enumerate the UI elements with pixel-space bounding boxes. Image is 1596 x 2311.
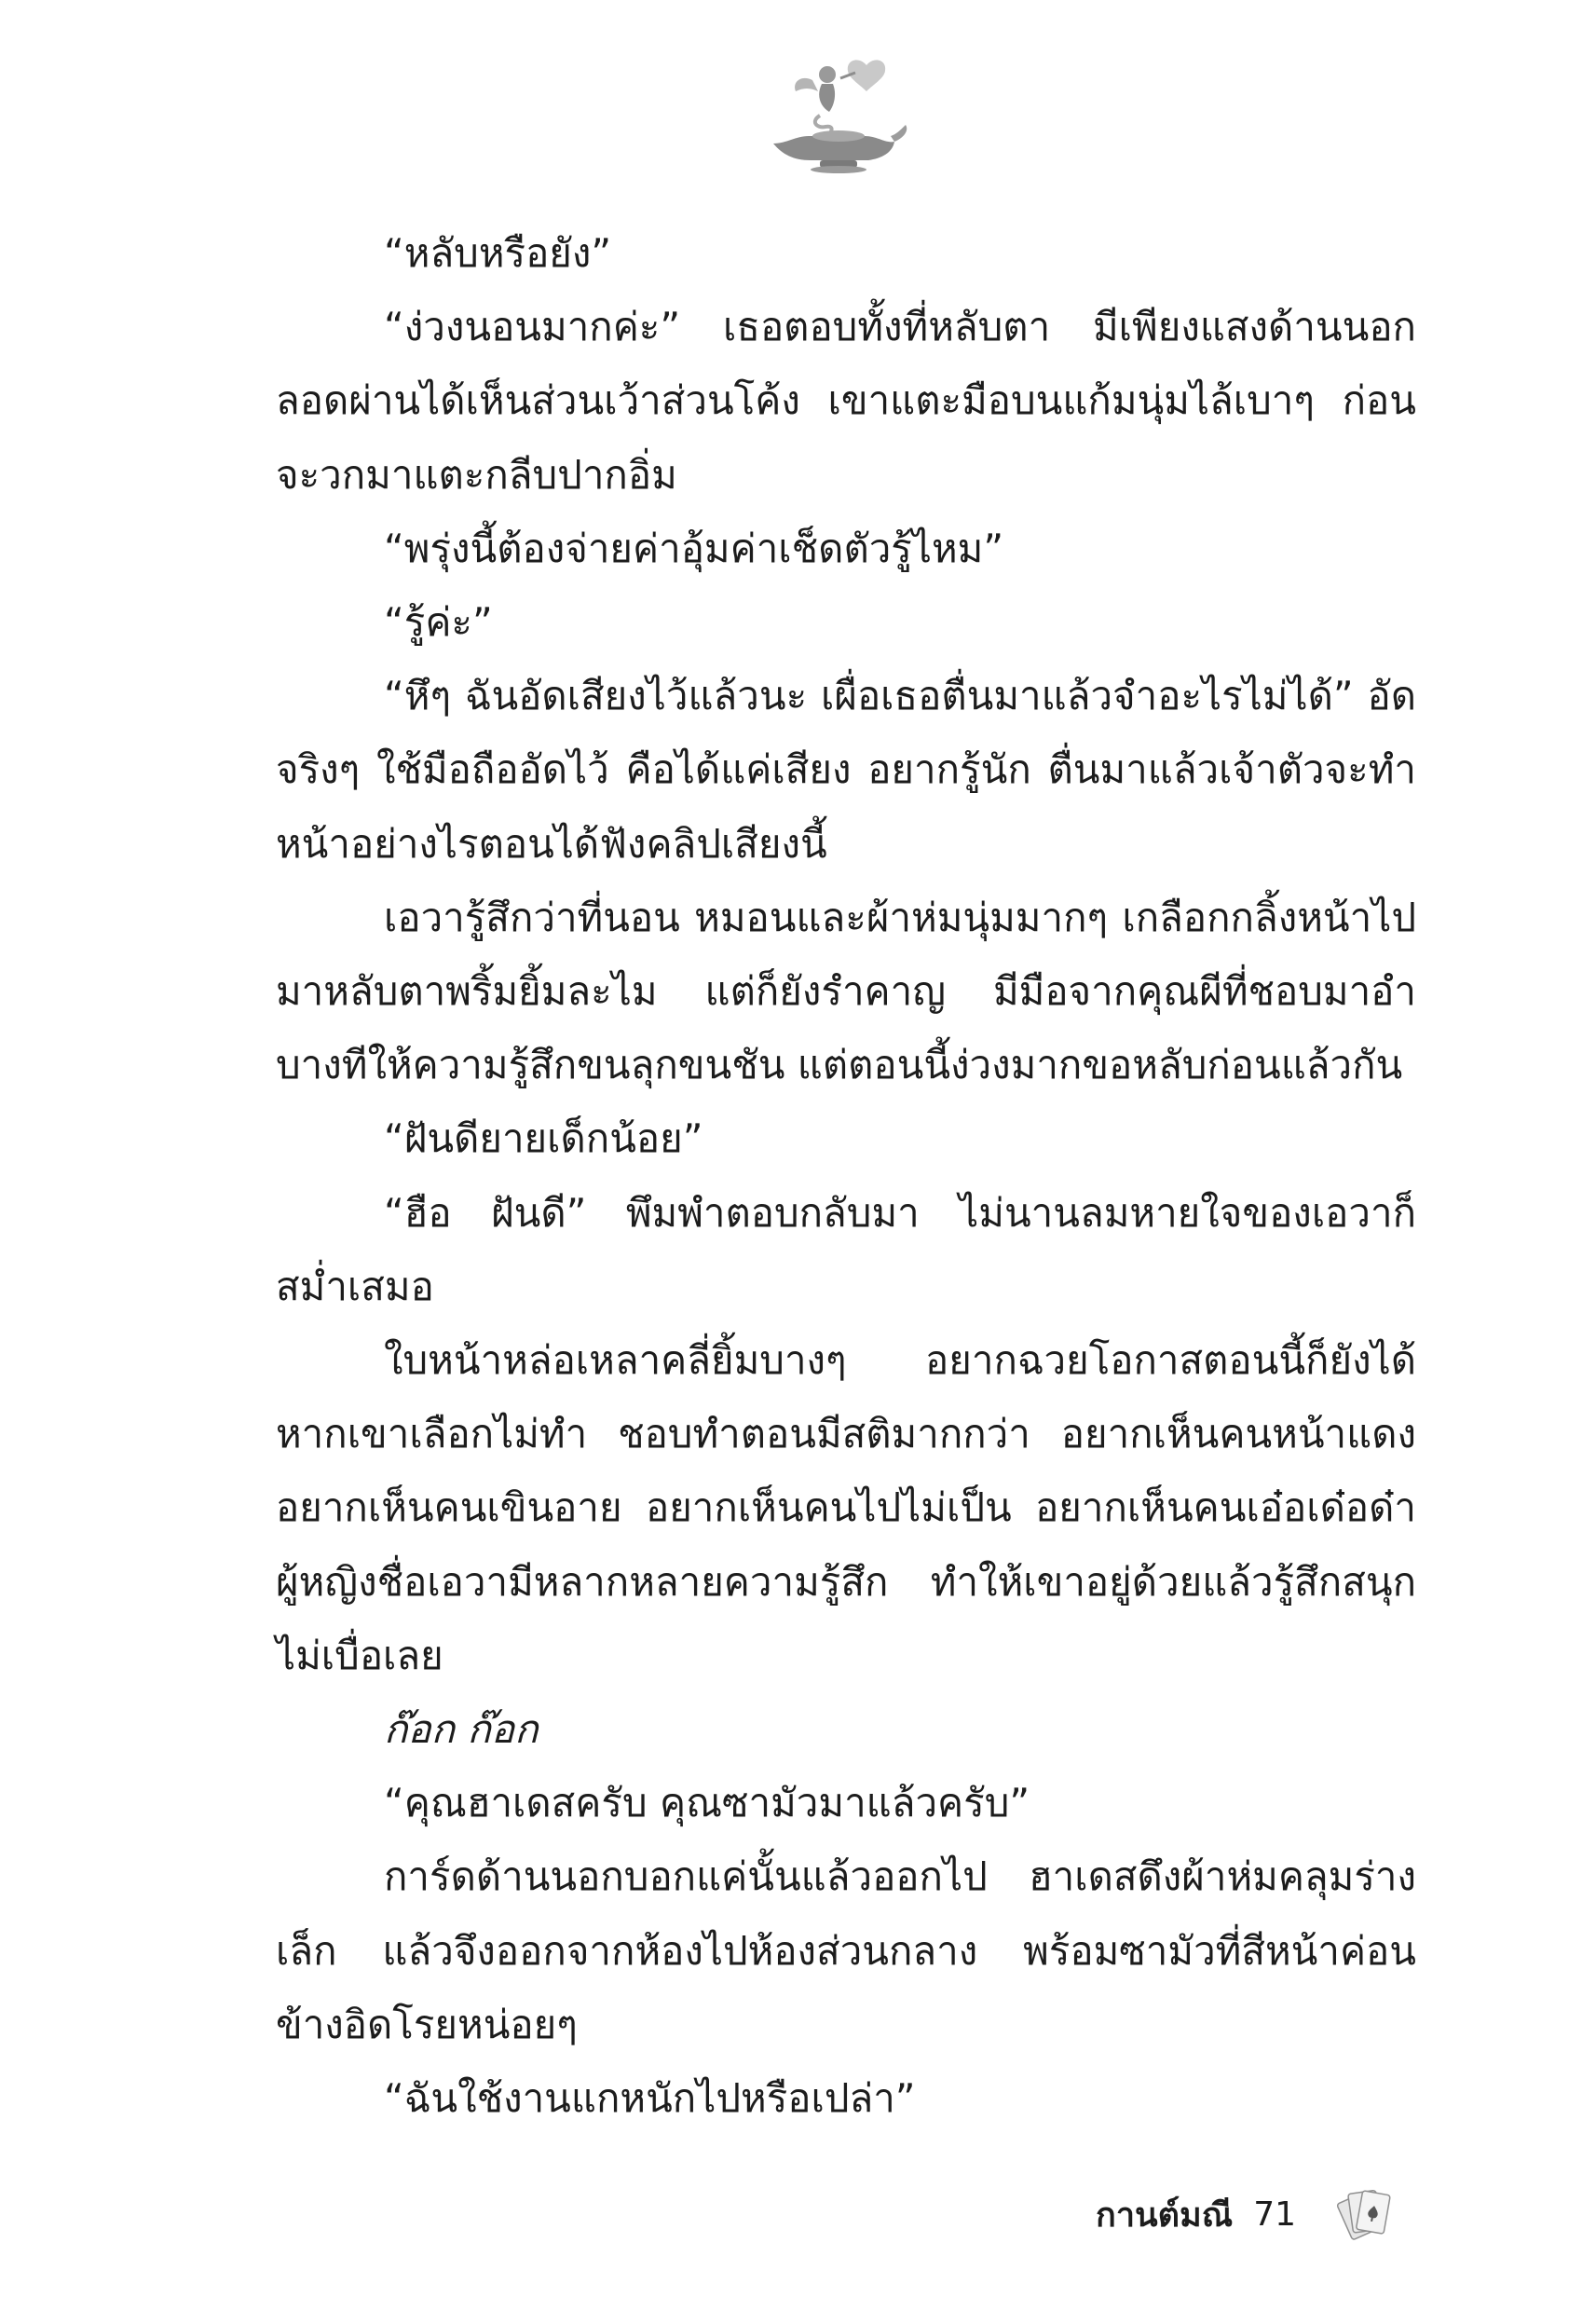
paragraph: ก๊อก ก๊อก bbox=[384, 1706, 539, 1753]
paragraph: “คุณฮาเดสครับ คุณซามัวมาแล้วครับ” bbox=[384, 1780, 1030, 1826]
lamp-ornament-icon bbox=[755, 54, 913, 175]
body-text bbox=[276, 216, 1416, 2135]
paragraph: “หลับหรือยัง” bbox=[384, 230, 612, 276]
paragraph: เอวารู้สึกว่าที่นอน หมอนและผ้าห่มนุ่มมากๆ เกลือกกลิ้งหน้าไปมาหลับตาพริ้มยิ้มละไม แต่ก็ยังรำคาญ มีมือจากคุณผีที่ชอบมาอำบางทีให้ความรู้สึกขนลุกขนชัน แต่ตอนนี้ง่วงมากขอหลับก่อนแล้วกัน bbox=[276, 894, 1416, 1088]
page-number: 71 bbox=[1253, 2195, 1296, 2234]
paragraph: “หึๆ ฉันอัดเสียงไว้แล้วนะ เผื่อเธอตื่นมาแล้วจำอะไรไม่ได้” อัดจริงๆ ใช้มือถืออัดไว้ คือได้แค่เสียง อยากรู้นัก ตื่นมาแล้วเจ้าตัวจะทำหน้าอย่างไรตอนได้ฟังคลิปเสียงนี้ bbox=[276, 673, 1416, 867]
running-footer-title: กานต์มณี bbox=[1096, 2195, 1234, 2235]
paragraph: ใบหน้าหล่อเหลาคลี่ยิ้มบางๆ อยากฉวยโอกาสตอนนี้ก็ยังได้หากเขาเลือกไม่ทำ ชอบทำตอนมีสติมากกว่า อยากเห็นคนหน้าแดงอยากเห็นคนเขินอาย อยากเห็นคนไปไม่เป็น อยากเห็นคนเอ๋อเด๋อด๋าผู้หญิงชื่อเอวามีหลากหลายความรู้สึก ทำให้เขาอยู่ด้วยแล้วรู้สึกสนุกไม่เบื่อเลย bbox=[276, 1337, 1416, 1678]
paragraph: การ์ดด้านนอกบอกแค่นั้นแล้วออกไป ฮาเดสดึงผ้าห่มคลุมร่างเล็ก แล้วจึงออกจากห้องไปห้องส่วนกลาง พร้อมซามัวที่สีหน้าค่อนข้างอิดโรยหน่อยๆ bbox=[276, 1853, 1416, 2047]
playing-cards-icon bbox=[1333, 2181, 1400, 2248]
paragraph: “ง่วงนอนมากค่ะ” เธอตอบทั้งที่หลับตา มีเพียงแสงด้านนอกลอดผ่านได้เห็นส่วนเว้าส่วนโค้ง เขาแตะมือบนแก้มนุ่มไล้เบาๆ ก่อนจะวกมาแตะกลีบปากอิ่ม bbox=[276, 304, 1416, 498]
paragraph: “พรุ่งนี้ต้องจ่ายค่าอุ้มค่าเช็ดตัวรู้ไหม” bbox=[384, 525, 1004, 571]
paragraph: “ฮือ ฝันดี” พึมพำตอบกลับมา ไม่นานลมหายใจของเอวาก็สม่ำเสมอ bbox=[276, 1189, 1416, 1309]
paragraph: “รู้ค่ะ” bbox=[384, 599, 493, 646]
paragraph: “ฝันดียายเด็กน้อย” bbox=[384, 1115, 703, 1162]
page-footer bbox=[1096, 2177, 1400, 2251]
paragraph: “ฉันใช้งานแกหนักไปหรือเปล่า” bbox=[384, 2075, 916, 2122]
